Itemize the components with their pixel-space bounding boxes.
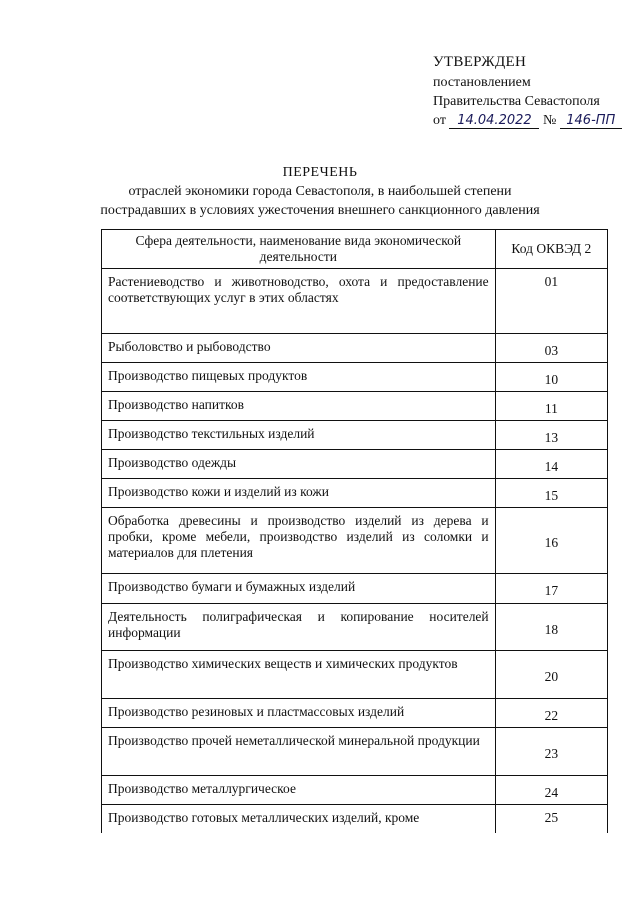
- okved-code: 15: [495, 479, 607, 508]
- okved-code: 23: [495, 728, 607, 776]
- okved-code: 20: [495, 651, 607, 699]
- activity-name: Производство резиновых и пластмассовых изделий: [102, 699, 496, 728]
- table-row: [102, 699, 608, 728]
- table-row: [102, 651, 608, 699]
- industries-table: [101, 229, 608, 833]
- activity-name: Производство пищевых продуктов: [102, 363, 496, 392]
- activity-name: Производство бумаги и бумажных изделий: [102, 574, 496, 604]
- okved-code: 17: [495, 574, 607, 604]
- table-row: [102, 421, 608, 450]
- approval-line-2: Правительства Севастополя: [433, 94, 600, 109]
- okved-code: 14: [495, 450, 607, 479]
- table-row: [102, 604, 608, 651]
- okved-code: 16: [495, 508, 607, 574]
- activity-name: Производство текстильных изделий: [102, 421, 496, 450]
- activity-name: Производство одежды: [102, 450, 496, 479]
- approval-number-label: №: [542, 113, 557, 128]
- header-activity: Сфера деятельности, наименование вида экономической деятельности: [102, 230, 496, 269]
- okved-code: 11: [495, 392, 607, 421]
- approval-block: [433, 53, 633, 130]
- okved-code: 03: [495, 334, 607, 363]
- activity-name: Производство химических веществ и химических продуктов: [102, 651, 496, 699]
- activity-name: Производство металлургическое: [102, 776, 496, 805]
- okved-code: 01: [495, 269, 607, 334]
- table-row: [102, 805, 608, 833]
- table-row: [102, 392, 608, 421]
- approval-date-line: [433, 111, 633, 130]
- activity-name: Растениеводство и животноводство, охота и предоставление соответствующих услуг в этих областях: [102, 269, 496, 334]
- okved-code: 18: [495, 604, 607, 651]
- table-row: [102, 776, 608, 805]
- table-row: [102, 508, 608, 574]
- approval-line-1: постановлением: [433, 75, 531, 90]
- activity-name: Рыболовство и рыбоводство: [102, 334, 496, 363]
- table-row: [102, 574, 608, 604]
- activity-name: Производство напитков: [102, 392, 496, 421]
- activity-name: Деятельность полиграфическая и копирование носителей информации: [102, 604, 496, 651]
- table-row: [102, 450, 608, 479]
- approval-date: 14.04.2022: [449, 113, 539, 129]
- table-row: [102, 728, 608, 776]
- document-heading: [0, 163, 640, 220]
- okved-code: 25: [495, 805, 607, 833]
- activity-name: Производство кожи и изделий из кожи: [102, 479, 496, 508]
- approval-from-label: от: [433, 113, 446, 128]
- okved-code: 24: [495, 776, 607, 805]
- table-row: [102, 269, 608, 334]
- okved-code: 13: [495, 421, 607, 450]
- table-row: [102, 334, 608, 363]
- activity-name: Производство готовых металлических изделий, кроме: [102, 805, 496, 833]
- okved-code: 22: [495, 699, 607, 728]
- activity-name: Обработка древесины и производство изделий из дерева и пробки, кроме мебели, производство изделий из соломки и материалов для плетения: [102, 508, 496, 574]
- activity-name: Производство прочей неметаллической минеральной продукции: [102, 728, 496, 776]
- document-subtitle-line-1: отраслей экономики города Севастополя, в наибольшей степени: [128, 184, 512, 199]
- table-header-row: [102, 230, 608, 269]
- header-okved-code: Код ОКВЭД 2: [495, 230, 607, 269]
- document-subtitle-line-2: пострадавших в условиях ужесточения внешнего санкционного давления: [100, 203, 540, 218]
- approval-number: 146-ПП: [560, 113, 622, 129]
- table-row: [102, 363, 608, 392]
- approval-title: УТВЕРЖДЕН: [433, 54, 527, 70]
- table-row: [102, 479, 608, 508]
- document-title: ПЕРЕЧЕНЬ: [282, 165, 358, 180]
- okved-code: 10: [495, 363, 607, 392]
